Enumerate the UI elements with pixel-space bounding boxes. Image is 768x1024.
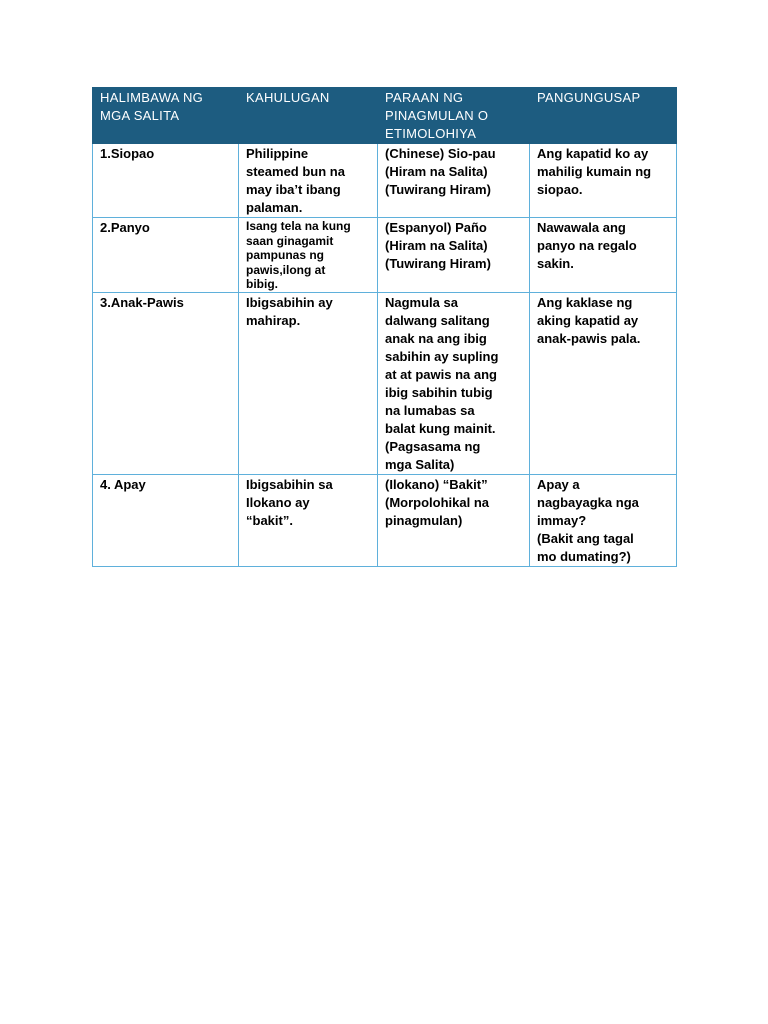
- meaning-text: Ibigsabihin sa Ilokano ay “bakit”.: [246, 477, 333, 528]
- cell-word: [93, 144, 239, 218]
- table-row: [93, 218, 677, 293]
- cell-word: [93, 218, 239, 293]
- table-row: [93, 144, 677, 218]
- meaning-text: Ibigsabihin ay mahirap.: [246, 295, 333, 328]
- meaning-text: Philippine steamed bun na may iba’t ibang palaman.: [246, 146, 345, 215]
- sentence-text: Apay a nagbayagka nga immay? (Bakit ang tagal mo dumating?): [537, 477, 639, 564]
- table-row: [93, 293, 677, 475]
- sentence-text: Nawawala ang panyo na regalo sakin.: [537, 220, 637, 271]
- etymology-text: (Chinese) Sio-pau (Hiram na Salita) (Tuwirang Hiram): [385, 146, 496, 197]
- header-label: KAHULUGAN: [246, 90, 330, 105]
- header-label: HALIMBAWA NG MGA SALITA: [100, 90, 204, 123]
- cell-meaning: [239, 475, 378, 567]
- cell-sentence: [530, 218, 677, 293]
- cell-sentence: [530, 144, 677, 218]
- header-kahulugan: [239, 88, 378, 144]
- etymology-text: (Espanyol) Paño (Hiram na Salita) (Tuwirang Hiram): [385, 220, 491, 271]
- cell-sentence: [530, 475, 677, 567]
- header-label: PANGUNGUSAP: [537, 90, 641, 105]
- cell-etymology: [378, 144, 530, 218]
- cell-etymology: [378, 293, 530, 475]
- word-text: 3.Anak-Pawis: [100, 295, 184, 310]
- cell-meaning: [239, 218, 378, 293]
- header-label: PARAAN NG PINAGMULAN O ETIMOLOHIYA: [385, 90, 489, 141]
- word-text: 4. Apay: [100, 477, 146, 492]
- header-row: [93, 88, 677, 144]
- word-text: 1.Siopao: [100, 146, 155, 161]
- cell-meaning: [239, 293, 378, 475]
- cell-word: [93, 293, 239, 475]
- meaning-text: Isang tela na kung saan ginagamit pampunas ng pawis,ilong at bibig.: [246, 219, 351, 291]
- cell-etymology: [378, 218, 530, 293]
- cell-word: [93, 475, 239, 567]
- header-halimbawa: [93, 88, 239, 144]
- header-pangungusap: [530, 88, 677, 144]
- etymology-text: (Ilokano) “Bakit” (Morpolohikal na pinagmulan): [385, 477, 489, 528]
- table-header: [93, 88, 677, 144]
- sentence-text: Ang kaklase ng aking kapatid ay anak-pawis pala.: [537, 295, 641, 346]
- sentence-text: Ang kapatid ko ay mahilig kumain ng siopao.: [537, 146, 652, 197]
- etymology-text: Nagmula sa dalwang salitang anak na ang ibig sabihin ay supling at at pawis na ang ibig sabihin tubig na lumabas sa balat kung mainit. (Pagsasama ng mga Salita): [385, 295, 499, 472]
- word-text: 2.Panyo: [100, 220, 150, 235]
- cell-meaning: [239, 144, 378, 218]
- cell-sentence: [530, 293, 677, 475]
- cell-etymology: [378, 475, 530, 567]
- etymology-table: [92, 87, 677, 567]
- table-row: [93, 475, 677, 567]
- header-etimolohiya: [378, 88, 530, 144]
